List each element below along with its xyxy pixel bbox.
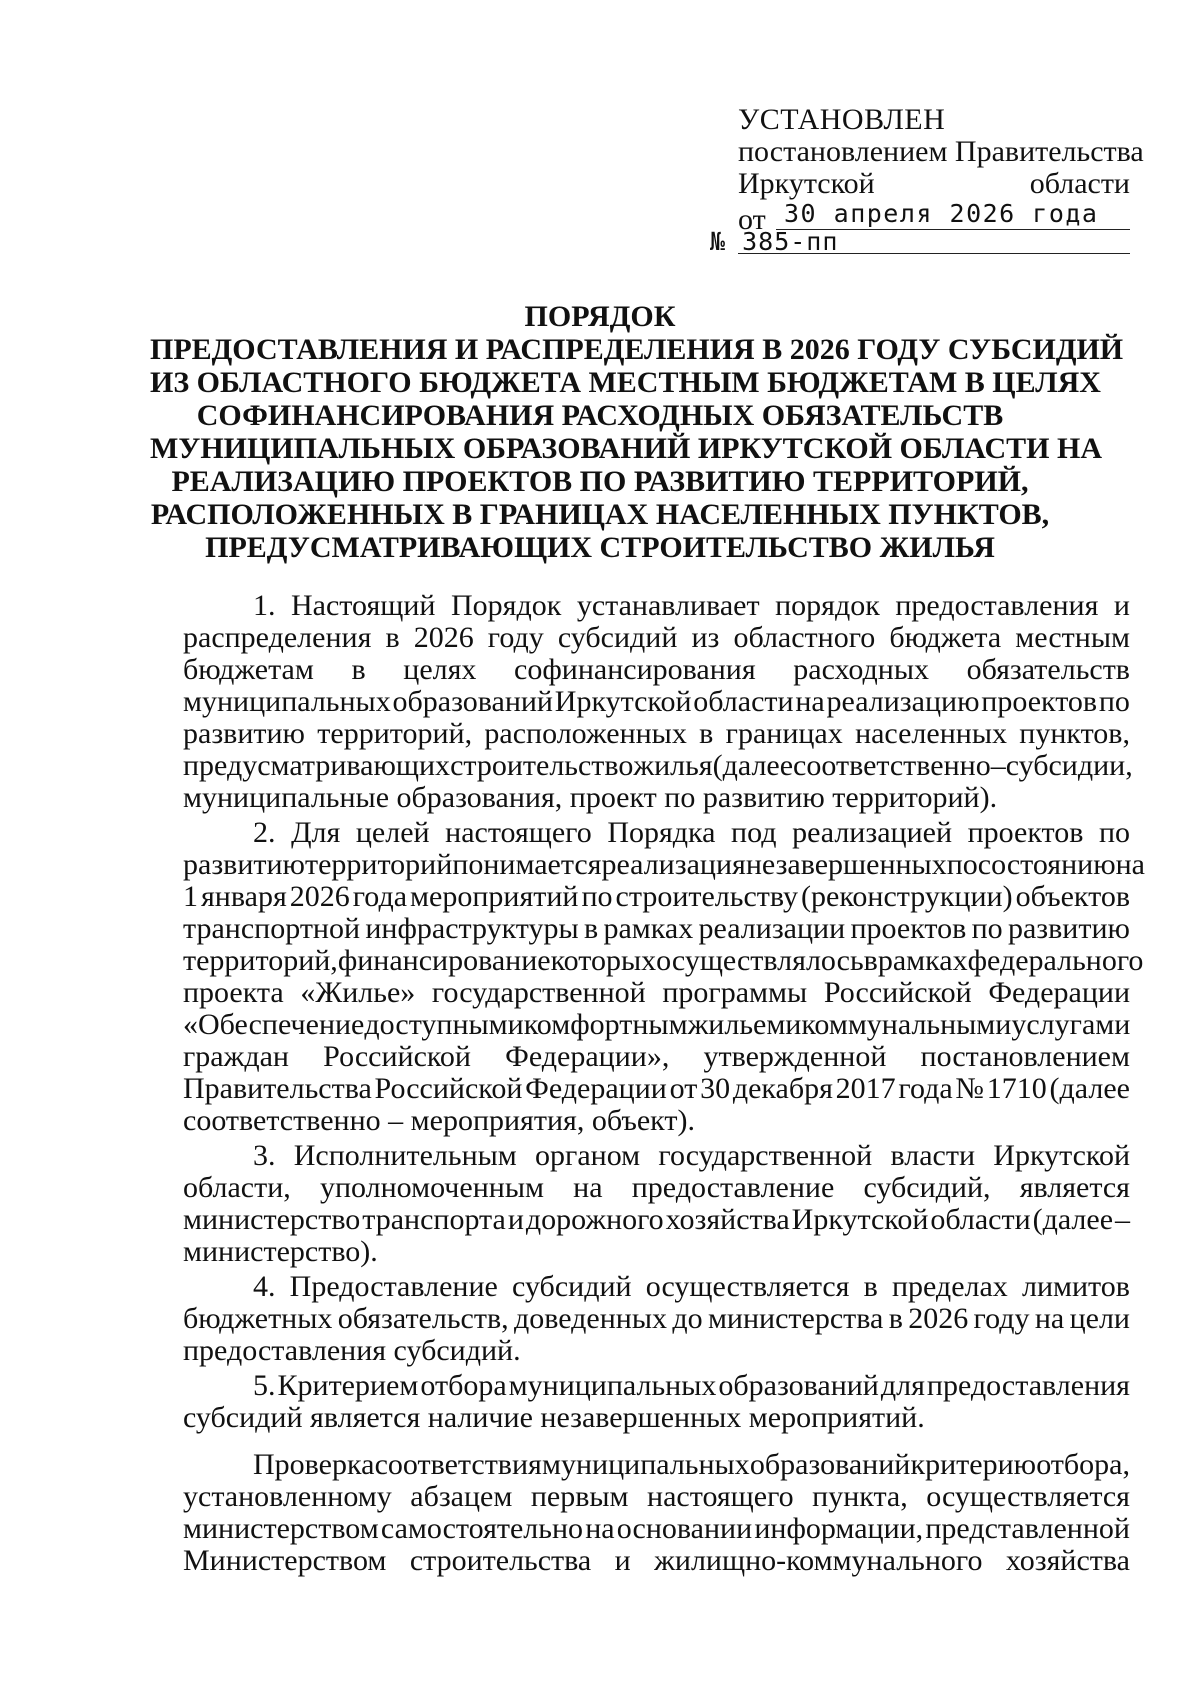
text-line: муниципальных образований Иркутской области на реализацию проектов по [183,685,1130,718]
approval-line-1: постановлением Правительства [738,135,1144,168]
text-line: 2. Для целей настоящего Порядка под реализацией проектов по [253,816,1130,849]
text-line: «Обеспечение доступным и комфортным жильем и коммунальными услугами [183,1008,1131,1041]
text-line: Министерством строительства и жилищно-коммунального хозяйства [183,1544,1130,1577]
title-line: СОФИНАНСИРОВАНИЯ РАСХОДНЫХ ОБЯЗАТЕЛЬСТВ [196,399,1004,432]
text-line: установленному абзацем первым настоящего пункта, осуществляется [183,1480,1130,1513]
approval-region: Иркутской [738,167,875,200]
title-line: ПРЕДУСМАТРИВАЮЩИХ СТРОИТЕЛЬСТВО ЖИЛЬЯ [205,531,995,564]
text-line: соответственно – мероприятия, объект). [183,1104,695,1137]
text-line: бюджетам в целях софинансирования расходных обязательств [183,653,1130,686]
approval-line-2 [738,168,1130,200]
document-title [150,300,1124,564]
document-body [183,589,1145,1577]
title-line: ИЗ ОБЛАСТНОГО БЮДЖЕТА МЕСТНЫМ БЮДЖЕТАМ В ЦЕЛЯХ [150,366,1101,399]
text-line: министерством самостоятельно на основании информации, представленной [183,1512,1130,1545]
paragraph-5 [183,1370,1130,1434]
approval-oblast: области [1029,167,1130,200]
paragraph-2 [183,816,1145,1137]
text-line: министерство транспорта и дорожного хозяйства Иркутской области (далее – [183,1203,1130,1236]
text-line: муниципальные образования, проект по развитию территорий). [183,781,998,814]
text-line: предоставления субсидий. [183,1334,521,1367]
text-line: субсидий является наличие незавершенных мероприятий. [183,1401,925,1434]
paragraph-3 [183,1140,1130,1268]
paragraph-1 [183,589,1133,814]
text-line: распределения в 2026 году субсидий из областного бюджета местным [183,621,1130,654]
text-line: развитию территорий понимается реализация незавершенных по состоянию на [183,848,1145,881]
text-line: 3. Исполнительным органом государственной власти Иркутской [253,1139,1130,1172]
text-line: 5. Критерием отбора муниципальных образований для предоставления [253,1369,1130,1402]
approval-stamp [710,103,1144,262]
text-line: области, уполномоченным на предоставление субсидий, является [183,1171,1130,1204]
text-line: Правительства Российской Федерации от 30 декабря 2017 года № 1710 (далее [183,1072,1130,1105]
approval-number-line [710,227,1130,262]
approval-number-value: № 385-пп [710,227,839,256]
approval-date-value: 30 апреля 2026 года [784,199,1099,228]
text-line: Проверка соответствия муниципальных образований критерию отбора, [253,1448,1130,1481]
paragraph-4 [183,1271,1130,1367]
title-line: ПРЕДОСТАВЛЕНИЯ И РАСПРЕДЕЛЕНИЯ В 2026 ГОДУ СУБСИДИЙ [150,333,1124,366]
text-line: проекта «Жилье» государственной программы Российской Федерации [183,976,1130,1009]
text-line: граждан Российской Федерации», утвержденной постановлением [183,1040,1130,1073]
text-line: 1. Настоящий Порядок устанавливает порядок предоставления и [253,589,1130,622]
text-line: министерство). [183,1235,378,1268]
text-line: территорий, финансирование которых осуществлялось в рамках федерального [183,944,1144,977]
title-line: ПОРЯДОК [524,300,676,333]
text-line: предусматривающих строительство жилья (далее соответственно – субсидии, [183,749,1133,782]
text-line: бюджетных обязательств, доведенных до министерства в 2026 году на цели [183,1302,1130,1335]
paragraph-6 [183,1449,1130,1577]
approval-heading: УСТАНОВЛЕН [738,103,946,136]
number-underline [738,253,1130,254]
title-line: МУНИЦИПАЛЬНЫХ ОБРАЗОВАНИЙ ИРКУТСКОЙ ОБЛАСТИ НА [150,432,1102,465]
text-line: 1 января 2026 года мероприятий по строительству (реконструкции) объектов [183,880,1130,913]
text-line: развитию территорий, расположенных в границах населенных пунктов, [183,717,1130,750]
text-line: транспортной инфраструктуры в рамках реализации проектов по развитию [183,912,1130,945]
title-line: РАСПОЛОЖЕННЫХ В ГРАНИЦАХ НАСЕЛЕННЫХ ПУНКТОВ, [150,498,1050,531]
title-line: РЕАЛИЗАЦИЮ ПРОЕКТОВ ПО РАЗВИТИЮ ТЕРРИТОРИЙ, [171,465,1029,498]
approval-date-prefix: от [738,203,766,236]
text-line: 4. Предоставление субсидий осуществляется в пределах лимитов [253,1270,1130,1303]
